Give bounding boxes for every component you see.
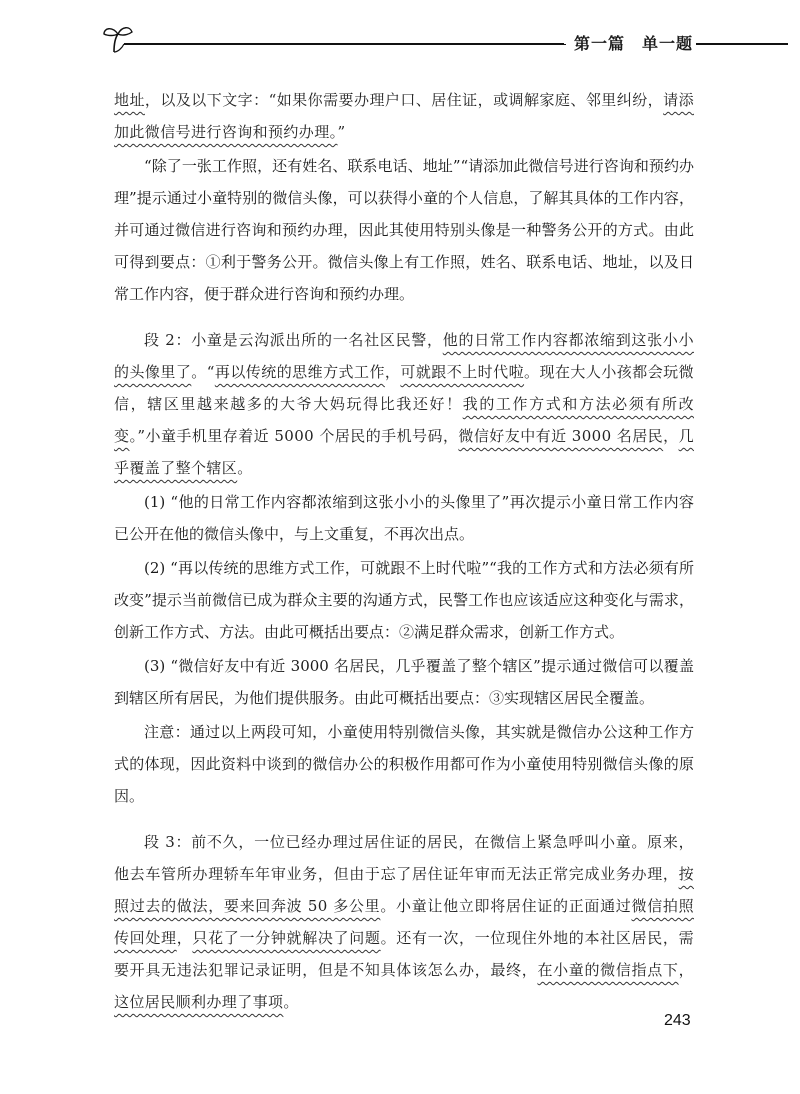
underlined-phrase: 这位居民顺利办理了事项 [114,993,284,1011]
underlined-phrase: 微信拍照传回处理 [114,897,694,947]
text-run: 段 3：前不久，一位已经办理过居住证的居民，在微信上紧急呼叫小童。原来，他去车管所办理轿车年审业务，但由于忘了居住证年审而无法正常完成业务办理， [114,833,694,883]
underlined-phrase: 按照过去的做法，要来回奔波 50 多公里 [114,865,694,915]
paragraph-3 [114,324,694,484]
paragraph-4: (1) “他的日常工作内容都浓缩到这张小小的头像里了”再次提示小童日常工作内容已公开在他的微信头像中，与上文重复，不再次出点。 [114,493,694,543]
header-rule-mid [500,44,566,45]
text-run: 。 [237,459,253,477]
page-number: 243 [664,1012,691,1029]
page-header [100,22,790,62]
underlined-phrase: 他的日常工作内容都浓缩到这张小小的头像里了 [114,331,694,381]
text-run: ， [384,363,401,381]
header-rule-left [124,43,564,45]
page-body [114,84,694,1020]
text-run: 。”小童手机里存着近 5000 个居民的手机号码， [129,427,459,445]
underlined-phrase: 请添加此微信号进行咨询和预约办理。 [114,91,694,141]
underlined-phrase: 微信好友中有近 3000 名居民 [458,427,664,445]
paragraph-8 [114,826,694,1018]
underlined-phrase: 再以传统的思维方式工作 [214,363,385,381]
underlined-phrase: 地址 [114,91,145,109]
text-run: ” [337,123,346,141]
header-rule-right [696,43,788,45]
text-run: ， [678,961,694,979]
paragraph-2: “除了一张工作照，还有姓名、联系电话、地址”“请添加此微信号进行咨询和预约办理”提示通过小童特别的微信头像，可以获得小童的个人信息，了解其具体的工作内容，并可通过微信进行咨询和预约办理，因此其使用特别头像是一种警务公开的方式。由此可得到要点：①利于警务公开。微信头像上有工作照，姓名、联系电话、地址，以及日常工作内容，便于群众进行咨询和预约办理。 [114,157,694,303]
header-title: 第一篇 单一题 [574,34,694,53]
text-run: ， [663,427,679,445]
underlined-phrase: 在小童的微信指点下 [537,961,679,979]
underlined-phrase: 可就跟不上时代啦 [400,363,525,381]
text-run: 。还有一次，一位现住外地的本社区居民，需要开具无违法犯罪记录证明，但是不知具体该怎么办，最终， [114,929,694,979]
text-run: 段 2：小童是云沟派出所的一名社区民警， [144,331,443,349]
underlined-phrase: 几乎覆盖了整个辖区 [114,427,694,477]
underlined-phrase: 我的工作方式和方法必须有所改变 [114,395,694,445]
paragraph-6: (3) “微信好友中有近 3000 名居民，几乎覆盖了整个辖区”提示通过微信可以覆盖到辖区所有居民，为他们提供服务。由此可概括出要点：③实现辖区居民全覆盖。 [114,657,694,707]
underlined-phrase: 只花了一分钟就解决了问题 [192,929,381,947]
text-run: ，以及以下文字：“如果你需要办理户口、居住证，或调解家庭、邻里纠纷， [144,91,664,109]
text-run: 。小童让他立即将居住证的正面通过 [380,897,632,915]
sprout-icon [100,22,136,56]
paragraph-7: 注意：通过以上两段可知，小童使用特别微信头像，其实就是微信办公这种工作方式的体现，因此资料中谈到的微信办公的积极作用都可作为小童使用特别微信头像的原因。 [114,723,694,805]
text-run: ， [176,929,193,947]
text-run: 。 [283,993,299,1011]
text-run: 。“ [191,363,215,381]
text-run: 。现在大人小孩都会玩微信，辖区里越来越多的大爷大妈玩得比我还好！ [114,363,695,413]
paragraph-1 [114,84,694,148]
paragraph-5: (2) “再以传统的思维方式工作，可就跟不上时代啦”“我的工作方式和方法必须有所改变”提示当前微信已成为群众主要的沟通方式，民警工作也应该适应这种变化与需求，创新工作方式、方法。由此可概括出要点：②满足群众需求，创新工作方式。 [114,559,694,641]
